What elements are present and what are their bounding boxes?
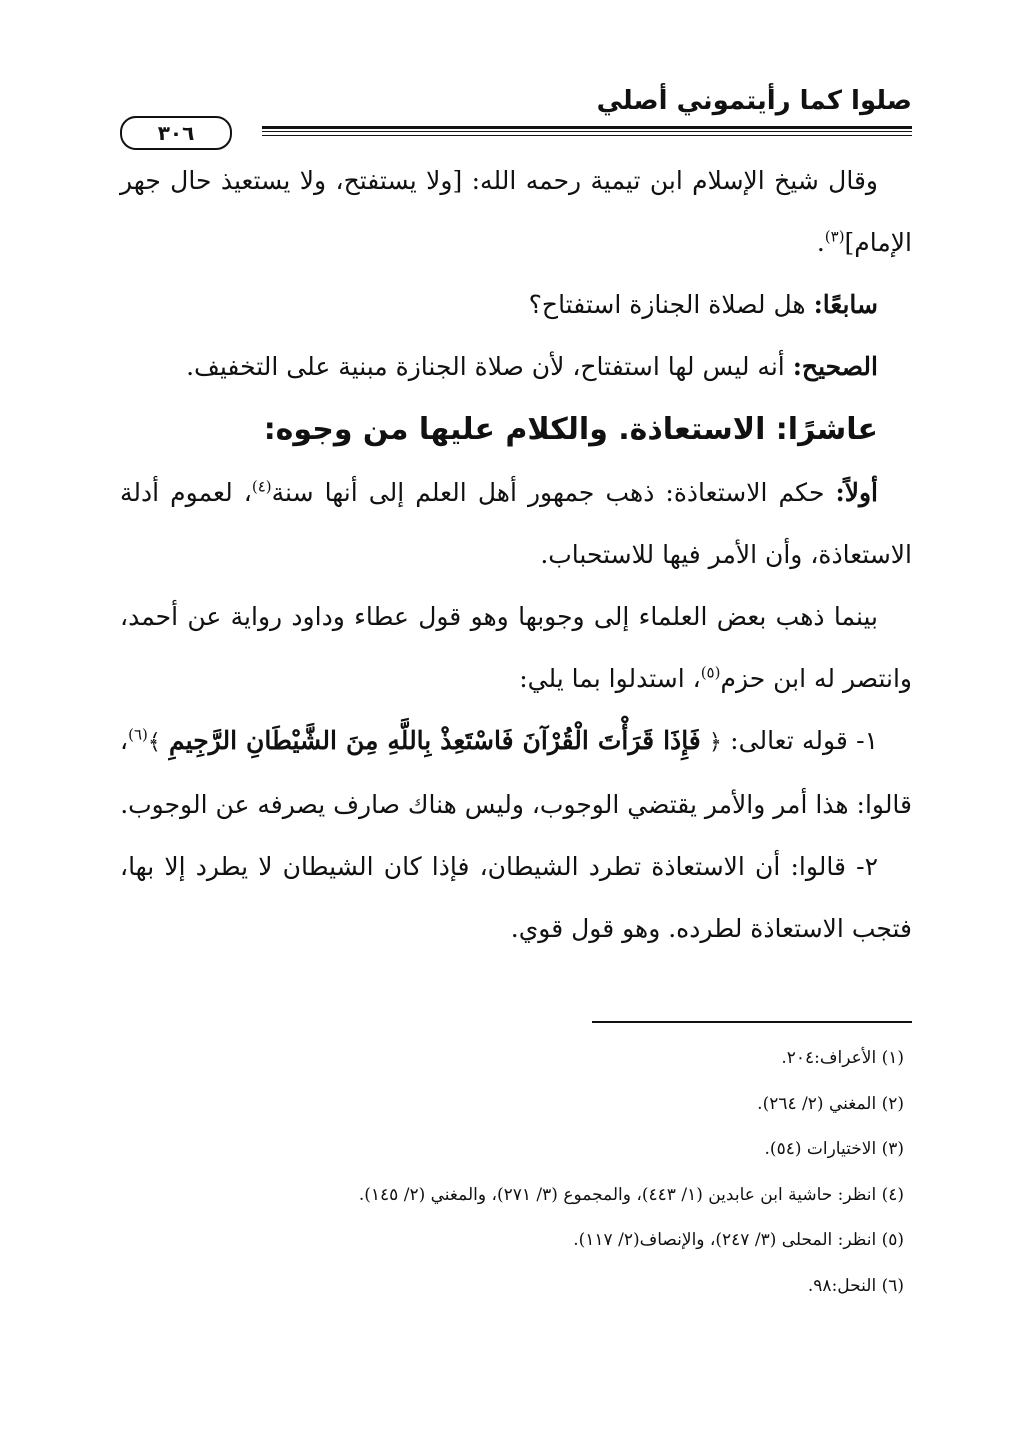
paragraph-label: سابعًا: (813, 290, 878, 319)
footnote: (٥) انظر: المحلى (٣/ ٢٤٧)، والإنصاف(٢/ ١١٧). (573, 1230, 904, 1250)
header-rule (262, 126, 912, 129)
footnote-ref: (٥) (700, 663, 721, 682)
paragraph-text: ، استدلوا بما يلي: (519, 664, 701, 693)
quran-verse: فَإِذَا قَرَأْتَ الْقُرْآنَ فَاسْتَعِذْ بِاللَّهِ مِنَ الشَّيْطَانِ الرَّجِيمِ (169, 726, 701, 755)
footnote-ref: (٤) (251, 477, 272, 496)
footnote: (٢) المغني (٢/ ٢٦٤). (757, 1093, 904, 1114)
paragraph-text: وقال شيخ الإسلام ابن تيمية رحمه الله: [ولا يستفتح، ولا يستعيذ حال جهر الإمام] (120, 166, 912, 257)
paragraph-text: ، لعموم أدلة الاستعاذة، وأن الأمر فيها للاستحباب. (120, 478, 912, 569)
footnote: (١) الأعراف:٢٠٤. (781, 1048, 904, 1068)
footnote-ref: (٦) (128, 725, 148, 744)
paragraph-text: حكم الاستعاذة: ذهب جمهور أهل العلم إلى أنها سنة (271, 478, 836, 507)
paragraph-label: الصحيح: (792, 352, 878, 381)
header-rule (262, 135, 912, 136)
footnotes (120, 1036, 904, 1309)
paragraph: وقال شيخ الإسلام ابن تيمية رحمه الله: [ولا يستفتح، ولا يستعيذ حال جهر الإمام]$^{(٣)}$. (120, 166, 912, 257)
footnote-ref: (٣) (824, 227, 845, 246)
paragraph-text: هل لصلاة الجنازة استفتاح؟ (528, 290, 814, 319)
quran-open-bracket: ﴿ (709, 730, 722, 755)
paragraph: ٢- قالوا: أن الاستعاذة تطرد الشيطان، فإذا كان الشيطان لا يطرد إلا بها، فتجب الاستعاذة لطرده. وهو قول قوي. (120, 852, 912, 943)
paragraph (120, 336, 912, 398)
footnote: (٣) الاختيارات (٥٤). (764, 1139, 904, 1159)
paragraph-text: ، قالوا: هذا أمر والأمر يقتضي الوجوب، وليس هناك صارف يصرفه عن الوجوب. (120, 726, 912, 819)
paragraph-text: أنه ليس لها استفتاح، لأن صلاة الجنازة مبنية على التخفيف. (186, 352, 793, 381)
footnote: (٤) انظر: حاشية ابن عابدين (١/ ٤٤٣)، والمجموع (٣/ ٢٧١)، والمغني (٢/ ١٤٥). (358, 1184, 904, 1205)
paragraph-label: أولاً: (835, 478, 879, 507)
main-text (120, 150, 912, 960)
paragraph (120, 274, 912, 336)
paragraph (120, 462, 912, 586)
footnote-separator (592, 1021, 912, 1023)
header-rule (262, 131, 912, 132)
section-heading: عاشرًا: الاستعاذة. والكلام عليها من وجوه: (263, 412, 878, 447)
footnote: (٦) النحل:٩٨. (807, 1275, 904, 1296)
paragraph (120, 710, 912, 836)
page-number: ٣٠٦ (120, 116, 232, 150)
running-header-title: صلوا كما رأيتموني أصلي (596, 86, 912, 116)
paragraph-text: بينما ذهب بعض العلماء إلى وجوبها وهو قول عطاء وداود رواية عن أحمد، وانتصر له ابن حزم (120, 602, 912, 693)
paragraph (120, 586, 912, 710)
paragraph-text: ١- قوله تعالى: (721, 726, 878, 755)
quran-close-bracket: ﴾ (147, 730, 161, 755)
